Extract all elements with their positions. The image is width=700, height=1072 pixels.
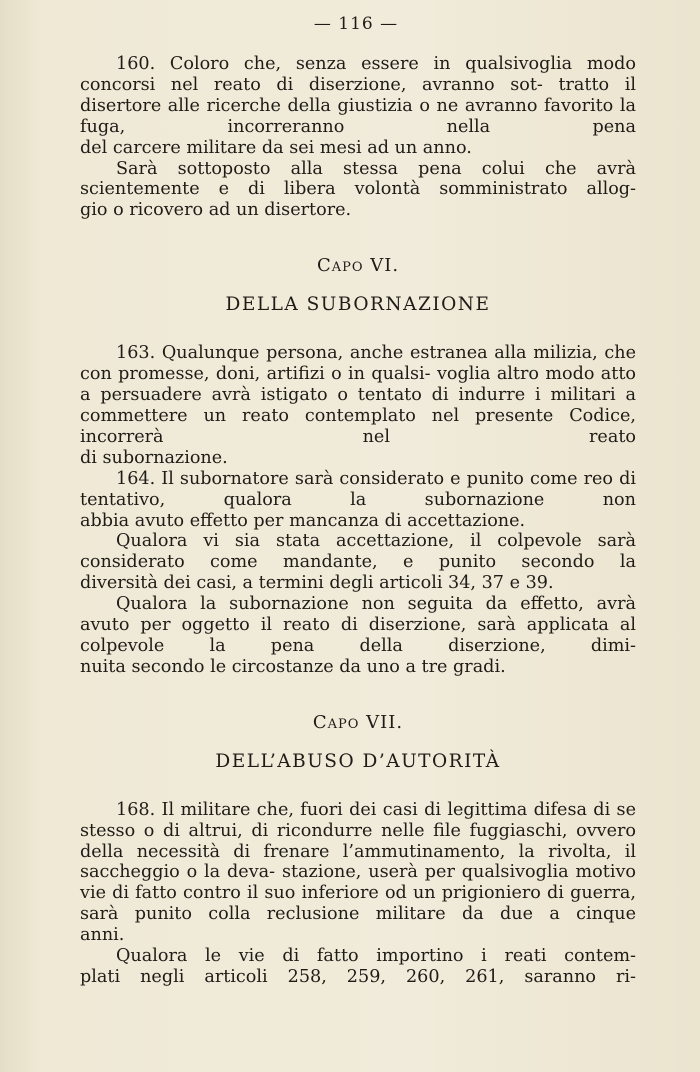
text-line: o tentato di indurre i militari a commettere un reato — [80, 385, 636, 426]
text-line: Qualora le vie di fatto importino i reati contem- — [116, 946, 636, 967]
paragraph-art-163 — [80, 343, 636, 448]
text-line: avranno favorito la fuga, incorreranno nella pena — [80, 95, 636, 137]
text-line: Qualora vi sia stata accettazione, il colpevole — [116, 531, 598, 552]
text-line: milizia, che con promesse, doni, artifizi o in qualsi- — [80, 343, 637, 385]
section-art-163-164 — [80, 343, 636, 678]
text-line-end: anni. — [80, 925, 125, 946]
chapter-label-6: Capo VI. — [316, 255, 400, 277]
text-line: 168. Il militare che, fuori dei casi di legittima — [116, 799, 534, 820]
text-line: scientemente e di libera volontà somministrato allog- — [80, 179, 636, 200]
paragraph-acceptance — [80, 531, 636, 573]
text-line: 164. Il subornatore sarà considerato e punito — [116, 468, 530, 489]
text-line: Sarà sottoposto alla stessa pena colui che avrà — [116, 158, 636, 179]
paragraph-art-160-cont — [80, 159, 636, 201]
text-line-end: di subornazione. — [80, 447, 228, 468]
text-line: difesa di se stesso o di altrui, di ricondurre nelle — [80, 799, 636, 841]
text-line-end: gio o ricovero ad un disertore. — [80, 200, 352, 221]
text-line: modo concorsi nel reato di diserzione, avranno sot- — [80, 54, 636, 95]
section-art-160 — [80, 54, 636, 221]
text-line-end: plati negli articoli 258, 259, 260, 261, saranno ri- — [80, 967, 636, 987]
text-line: sarà punito colla reclusione militare da due a cinque — [80, 904, 636, 925]
text-line: applicata al colpevole la pena della diserzione, dimi- — [80, 615, 637, 656]
text-line-end: del carcere militare da sei mesi ad un anno. — [80, 137, 472, 158]
paragraph-art-168-cont — [80, 946, 636, 967]
text-line: voglia altro modo atto a persuadere avrà istigato — [80, 364, 636, 406]
text-line: tratto il disertore alle ricerche della giustizia o ne — [80, 74, 636, 116]
text-line-end: abbia avuto effetto per mancanza di accettazione. — [80, 510, 526, 531]
chapter-title-7: DELL’ABUSO D’AUTORITÀ — [215, 750, 501, 772]
text-line-end: diversità dei casi, a termini degli articoli 34, 37 e 39. — [80, 573, 554, 594]
paragraph-art-168 — [80, 800, 636, 925]
text-line: contro il suo inferiore od un prigioniero di guerra, — [183, 883, 636, 904]
text-line: sarà considerato come mandante, e punito secondo la — [80, 531, 636, 573]
section-art-168 — [80, 800, 636, 988]
text-line-end: nuita secondo le circostanze da uno a tre gradi. — [80, 656, 506, 677]
text-line: 163. Qualunque persona, anche estranea alla — [116, 343, 534, 364]
text-line: file fuggiaschi, ovvero della necessità di frenare — [80, 820, 636, 862]
paragraph-art-164 — [80, 469, 636, 511]
text-line: contemplato nel presente Codice, incorrerà nel reato — [80, 405, 636, 447]
paragraph-art-160 — [80, 54, 636, 138]
text-line: avrà avuto per oggetto il reato di diserzione, sarà — [80, 594, 636, 636]
paragraph-desertion — [80, 594, 636, 657]
text-line: Qualora la subornazione non seguita da effetto, — [116, 594, 597, 615]
text-line: come reo di tentativo, qualora la subornazione non — [80, 468, 636, 510]
chapter-title-6: DELLA SUBORNAZIONE — [225, 294, 491, 316]
text-line: stazione, userà per qualsivoglia motivo vie di fatto — [80, 862, 637, 904]
text-line: 160. Coloro che, senza essere in qualsivoglia — [116, 54, 587, 74]
page-number: — 116 — — [313, 14, 399, 34]
chapter-label-7: Capo VII. — [312, 711, 404, 733]
text-line: l’ammutinamento, la rivolta, il saccheggio o la deva- — [80, 841, 637, 883]
